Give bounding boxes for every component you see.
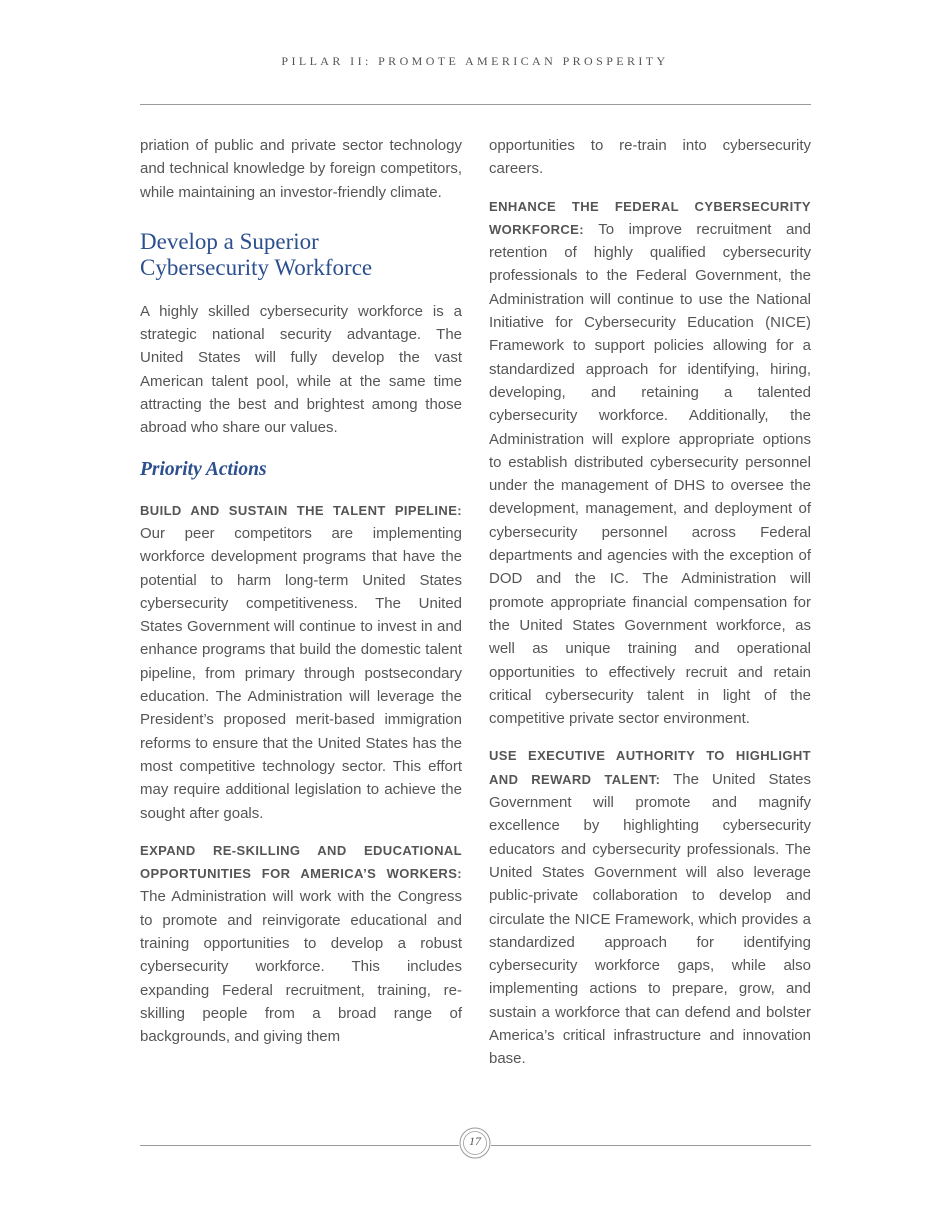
- priority-actions-heading: Priority Actions: [140, 458, 267, 480]
- action-expand-reskilling: [140, 839, 462, 1049]
- continuation-paragraph: opportunities to re-train into cybersecurity careers.: [489, 137, 811, 178]
- action-lead: EXPAND RE-SKILLING AND EDUCATIONAL OPPORTUNITIES FOR AMERICA’S WORKERS:: [140, 842, 462, 882]
- section-title-line-1: Develop a Superior: [140, 228, 319, 254]
- action-lead: ENHANCE THE FEDERAL CYBERSECURITY WORKFORCE:: [489, 198, 811, 237]
- action-enhance-federal-workforce: [489, 195, 811, 731]
- action-body: The Administration will work with the Congress to promote and reinvigorate educational and training opportunities to develop a robust cybersecurity workforce. This includes expanding Federal recruitment, training, re-skilling people from a broad range of backgrounds, and giving them: [140, 888, 462, 1046]
- page-number: 17: [469, 1134, 481, 1148]
- intro-paragraph: priation of public and private sector technology and technical knowledge by foreign competitors, while maintaining an investor-friendly climate.: [140, 137, 462, 201]
- running-header: PILLAR II: PROMOTE AMERICAN PROSPERITY: [281, 54, 669, 68]
- header-divider: [140, 104, 811, 105]
- action-body: To improve recruitment and retention of highly qualified cybersecurity professionals to the Federal Government, the Administration will continue to use the National Initiative for Cybersecurity Education (NICE) Framework to support policies allowing for a standardized approach for identifying, hiring, developing, and retaining a talented cybersecurity workforce. Additionally, the Administration will explore appropriate options to establish distributed cybersecurity personnel under the management of DHS to oversee the development, management, and deployment of cybersecurity personnel across Federal departments and agencies with the exception of DOD and the IC. The Administration will promote appropriate financial compensation for the United States Government workforce, as well as unique training and operational opportunities to effectively recruit and retain critical cybersecurity talent in light of the competitive private sector environment.: [489, 220, 811, 728]
- action-build-pipeline: [140, 499, 462, 825]
- section-body: A highly skilled cybersecurity workforce is a strategic national security advantage. The United States will fully develop the vast American talent pool, while at the same time attracting the best and brightest among those abroad who share our values.: [140, 302, 462, 437]
- section-title: [140, 229, 462, 281]
- right-column: [489, 134, 811, 1085]
- left-column: [140, 134, 462, 1063]
- action-lead: BUILD AND SUSTAIN THE TALENT PIPELINE:: [140, 502, 462, 518]
- action-executive-authority: [489, 744, 811, 1070]
- action-body: Our peer competitors are implementing workforce development programs that have the potential to harm long-term United States cybersecurity competitiveness. The United States Government will continue to invest in and enhance programs that build the domestic talent pipeline, from primary through postsecondary education. The Administration will leverage the President’s proposed merit-based immigration reforms to ensure that the United States has the most competitive technology sector. This effort may require additional legislation to achieve the sought after goals.: [140, 524, 462, 822]
- footer-divider-left: [140, 1145, 459, 1146]
- action-lead: USE EXECUTIVE AUTHORITY TO HIGHLIGHT AND REWARD TALENT:: [489, 748, 811, 787]
- action-body: The United States Government will promote and magnify excellence by highlighting cybersecurity educators and cybersecurity professionals. The United States Government will also leverage public-private collaboration to develop and circulate the NICE Framework, which provides a standardized approach for identifying cybersecurity workforce gaps, while also implementing actions to prepare, grow, and sustain a workforce that can defend and bolster America’s critical infrastructure and innovation base.: [489, 770, 811, 1068]
- section-title-line-2: Cybersecurity Workforce: [140, 254, 373, 280]
- footer-divider-right: [491, 1145, 811, 1146]
